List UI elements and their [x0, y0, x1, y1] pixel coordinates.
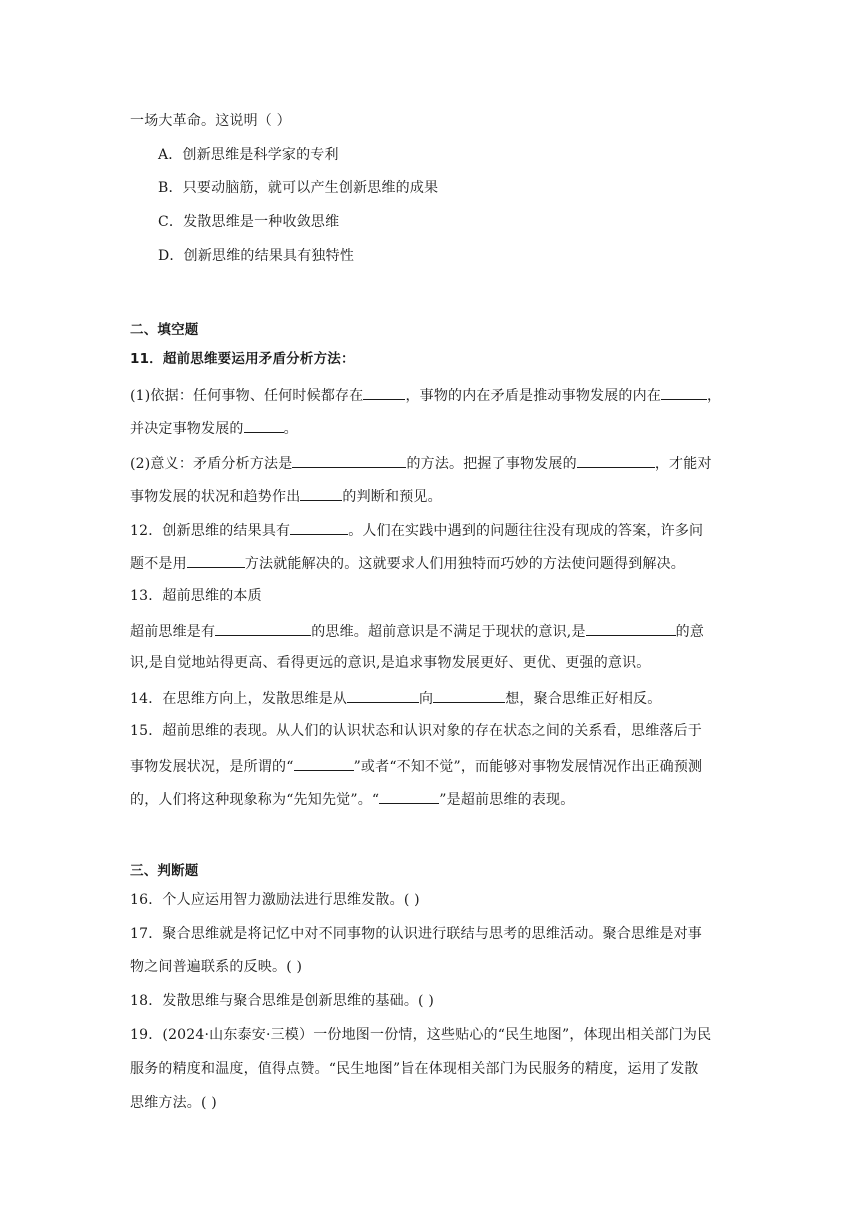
- blank[interactable]: [292, 452, 406, 468]
- blank[interactable]: [290, 519, 348, 535]
- blank[interactable]: [347, 687, 419, 703]
- blank[interactable]: [363, 384, 405, 400]
- q12-c: 题不是用: [130, 556, 187, 572]
- blank[interactable]: [433, 687, 505, 703]
- q11-part1-line1: [130, 384, 721, 406]
- q17-line2: 物之间普遍联系的反映。( ): [130, 959, 303, 975]
- q13-line1: [130, 620, 704, 642]
- q14-a: 14．在思维方向上，发散思维是从: [130, 691, 348, 707]
- q10-option-a: A．创新思维是科学家的专利: [158, 147, 339, 163]
- q11-p1-e: 。: [283, 421, 298, 437]
- q13-b: 的思维。超前意识是不满足于现状的意识,是: [311, 624, 586, 640]
- section-3-title: 三、判断题: [130, 863, 199, 879]
- q19-line1: 19．(2024·山东泰安·三模）一份地图一份情，这些贴心的“民生地图”，体现出相关部门为民: [130, 1027, 712, 1043]
- q13-line2: 识,是自觉地站得更高、看得更远的意识,是追求事物发展更好、更优、更强的意识。: [130, 655, 651, 671]
- q15-line2: [130, 755, 702, 777]
- blank[interactable]: [187, 552, 245, 568]
- q13-a: 超前思维是有: [130, 624, 216, 640]
- q11-part1-line2: [130, 417, 298, 439]
- q14-b: 向: [419, 691, 434, 707]
- q15-d: 的，人们将这种现象称为“先知先觉”。“: [130, 792, 380, 808]
- blank[interactable]: [244, 417, 284, 433]
- q12-line1: [130, 519, 703, 541]
- q15-line1: 15．超前思维的表现。从人们的认识状态和认识对象的存在状态之间的关系看，思维落后于: [130, 723, 703, 739]
- q12-b: 。人们在实践中遇到的问题往往没有现成的答案，许多问: [348, 523, 704, 539]
- q12-d: 方法就能解决的。这就要求人们用独特而巧妙的方法使问题得到解决。: [244, 556, 686, 572]
- q11-p1-b: ，事物的内在矛盾是推动事物发展的内在: [405, 388, 662, 404]
- q15-e: ”是超前思维的表现。: [439, 792, 575, 808]
- q17-line1: 17．聚合思维就是将记忆中对不同事物的认识进行联结与思考的思维活动。聚合思维是对事: [130, 926, 703, 942]
- q13-c: 的意: [675, 624, 705, 640]
- blank[interactable]: [215, 620, 311, 636]
- q11-p2-b: 的方法。把握了事物发展的: [406, 456, 577, 472]
- blank[interactable]: [379, 788, 439, 804]
- q10-option-c: C．发散思维是一种收敛思维: [158, 214, 340, 230]
- blank[interactable]: [294, 755, 354, 771]
- q16-line: 16．个人应运用智力激励法进行思维发散。( ): [130, 892, 420, 908]
- q11-p2-e: 的判断和预见。: [342, 489, 442, 505]
- q11-p2-a: (2)意义：矛盾分析方法是: [130, 456, 293, 472]
- blank[interactable]: [577, 452, 655, 468]
- q11-p1-d: 并决定事物发展的: [130, 421, 244, 437]
- q10-option-b: B．只要动脑筋，就可以产生创新思维的成果: [158, 180, 439, 196]
- q14-line: [130, 687, 661, 709]
- q10-option-d: D．创新思维的结果具有独特性: [158, 248, 355, 264]
- q11-part2-line2: [130, 485, 442, 507]
- q11-p2-c: ，才能对: [654, 456, 712, 472]
- q10-stem-tail: 一场大革命。这说明（ ）: [130, 113, 291, 129]
- q15-c: ”或者“不知不觉”，而能够对事物发展情况作出正确预测: [353, 759, 703, 775]
- q14-c: 想，聚合思维正好相反。: [505, 691, 662, 707]
- q12-line2: [130, 552, 685, 574]
- blank[interactable]: [300, 485, 342, 501]
- blank[interactable]: [661, 384, 707, 400]
- q19-line3: 思维方法。( ): [130, 1095, 217, 1111]
- q11-p1-c: ，: [707, 388, 722, 404]
- q11-part2-line1: [130, 452, 712, 474]
- q11-p2-d: 事物发展的状况和趋势作出: [130, 489, 301, 505]
- q12-a: 12．创新思维的结果具有: [130, 523, 291, 539]
- q19-line2: 服务的精度和温度，值得点赞。“民生地图”旨在体现相关部门为民服务的精度，运用了发散: [130, 1061, 699, 1077]
- q11-p1-a: (1)依据：任何事物、任何时候都存在: [130, 388, 364, 404]
- blank[interactable]: [586, 620, 676, 636]
- q18-line: 18．发散思维与聚合思维是创新思维的基础。( ): [130, 993, 434, 1009]
- q13-title: 13．超前思维的本质: [130, 588, 262, 604]
- q15-b: 事物发展状况，是所谓的“: [130, 759, 294, 775]
- q15-line3: [130, 788, 574, 810]
- q11-title: 11．超前思维要运用矛盾分析方法：: [130, 351, 355, 367]
- section-2-title: 二、填空题: [130, 322, 199, 338]
